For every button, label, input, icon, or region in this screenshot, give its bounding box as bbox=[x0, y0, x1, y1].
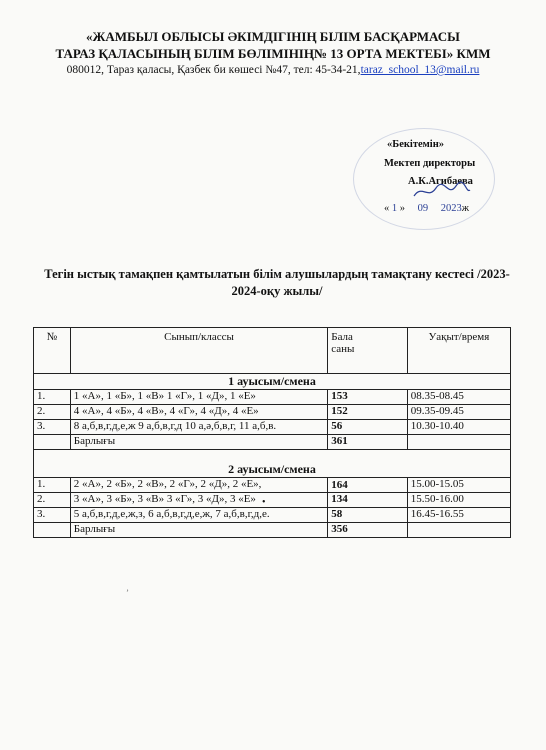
table-row: 3. 5 а,б,в,г,д,е,ж,з, 6 а,б,в,г,д,е,ж, 7 а,б,в,г,д,е. 58 16.45-16.55 bbox=[34, 508, 511, 523]
table-row: 2. 3 «А», 3 «Б», 3 «В» 3 «Г», 3 «Д», 3 «Е» 134 15.50-16.00 bbox=[34, 493, 511, 508]
signature-mark bbox=[412, 180, 472, 202]
shift1-total-row: Барлығы 361 bbox=[34, 435, 511, 450]
header-org-line2: ТАРАЗ ҚАЛАСЫНЫҢ БІЛІМ БӨЛІМІНІҢ№ 13 ОРТА МЕКТЕБІ» КММ bbox=[55, 46, 491, 61]
header-count: Бала саны bbox=[328, 328, 408, 374]
table-row: 2. 4 «А», 4 «Б», 4 «В», 4 «Г», 4 «Д», 4 «Е» 152 09.35-09.45 bbox=[34, 405, 511, 420]
header-time: Уақыт/время bbox=[407, 328, 510, 374]
meal-schedule-table bbox=[33, 327, 511, 538]
shift2-header: 2 ауысым/смена bbox=[34, 450, 511, 478]
table-row: 1. 2 «А», 2 «Б», 2 «В», 2 «Г», 2 «Д», 2 «Е», 164 15.00-15.05 bbox=[34, 478, 511, 493]
email-link[interactable]: taraz_school_13@mail.ru bbox=[360, 64, 480, 76]
scan-speck: • bbox=[262, 497, 266, 508]
approval-date: « 1 » 09 2023ж bbox=[384, 203, 470, 214]
address-text: 080012, Тараз қаласы, Қазбек би көшесі №47, тел: 45-34-21, bbox=[66, 64, 361, 76]
approval-title: «Бекітемін» bbox=[387, 139, 445, 150]
header-num: № bbox=[34, 328, 71, 374]
header-class: Сынып/классы bbox=[70, 328, 327, 374]
approval-name: А.К.Агибаева bbox=[408, 176, 473, 187]
approval-role: Мектеп директоры bbox=[384, 158, 476, 169]
table-row: 3. 8 а,б,в,г,д,е,ж 9 а,б,в,г,д 10 а,ә,б,в,г, 11 а,б,в. 56 10.30-10.40 bbox=[34, 420, 511, 435]
shift1-header: 1 ауысым/смена bbox=[34, 374, 511, 390]
header-address bbox=[0, 64, 546, 76]
document-title: Тегін ыстық тамақпен қамтылатын білім алушылардың тамақтану кестесі /2023- 2024-оқу жылы/ bbox=[44, 267, 510, 298]
scan-mark: ʼ bbox=[126, 588, 129, 598]
shift2-total-row: Барлығы 356 bbox=[34, 523, 511, 538]
table-row: 1. 1 «А», 1 «Б», 1 «В» 1 «Г», 1 «Д», 1 «Е» 153 08.35-08.45 bbox=[34, 390, 511, 405]
header-org-line1: «ЖАМБЫЛ ОБЛЫСЫ ӘКІМДІГІНІҢ БІЛІМ БАСҚАРМАСЫ bbox=[86, 29, 460, 44]
table-header-row bbox=[34, 328, 511, 374]
